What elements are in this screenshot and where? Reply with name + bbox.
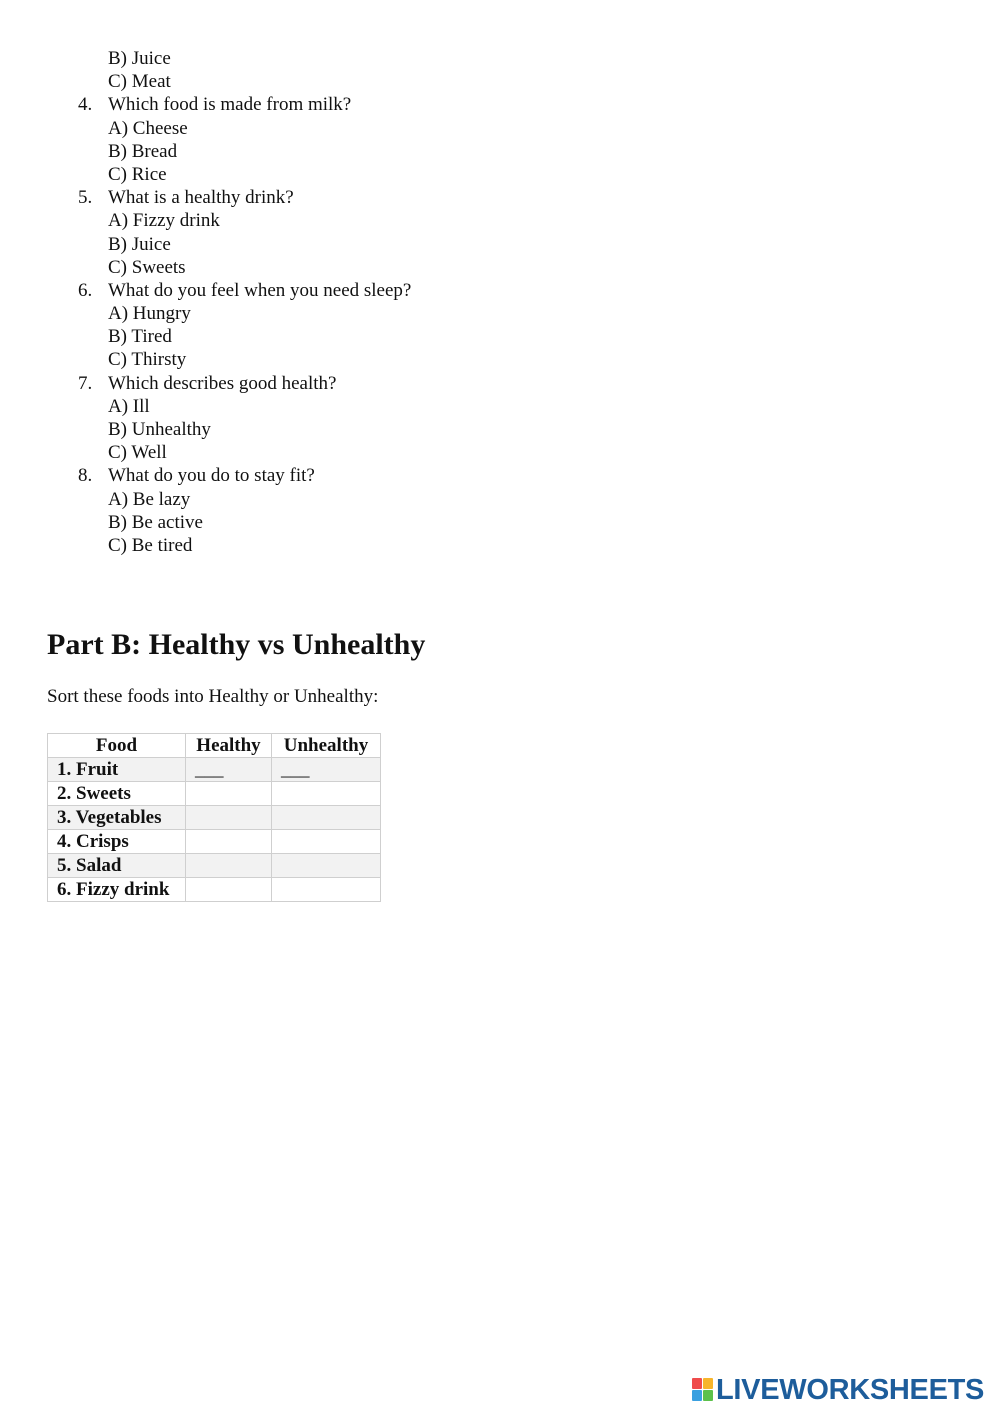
answer-option-text: B) Juice xyxy=(108,48,171,69)
answer-option xyxy=(0,418,700,441)
question xyxy=(0,186,700,209)
food-cell: 6. Fizzy drink xyxy=(48,878,186,902)
answer-option xyxy=(0,511,700,534)
question-number: 4. xyxy=(78,94,93,116)
answer-option-text: A) Be lazy xyxy=(108,488,191,510)
table-row xyxy=(48,806,381,830)
answer-option-text: B) Juice xyxy=(108,233,171,255)
answer-option xyxy=(0,488,700,511)
answer-option xyxy=(0,140,700,163)
answer-option-text: B) Unhealthy xyxy=(108,419,211,440)
liveworksheets-logo xyxy=(692,1374,984,1406)
answer-option-text: C) Be tired xyxy=(108,534,193,556)
answer-option xyxy=(0,325,700,348)
answer-option xyxy=(0,117,700,140)
question xyxy=(0,372,700,395)
answer-option-text: A) Cheese xyxy=(108,117,188,139)
answer-option-text: B) Bread xyxy=(108,140,178,162)
table-row xyxy=(48,758,381,782)
answer-option xyxy=(0,395,700,418)
healthy-answer-cell[interactable] xyxy=(186,878,272,902)
answer-option xyxy=(0,47,700,70)
question-text: What do you do to stay fit? xyxy=(108,465,315,487)
part-b-instruction: Sort these foods into Healthy or Unhealthy: xyxy=(47,686,379,707)
question-text: Which describes good health? xyxy=(108,372,337,394)
food-cell: 4. Crisps xyxy=(48,830,186,854)
question-number: 5. xyxy=(78,187,93,209)
answer-option-text: C) Sweets xyxy=(108,256,186,278)
answer-option xyxy=(0,302,700,325)
question-number: 6. xyxy=(78,279,93,301)
answer-option-text: C) Rice xyxy=(108,163,167,185)
question-text: What is a healthy drink? xyxy=(108,187,294,209)
question-number: 8. xyxy=(78,465,93,487)
healthy-answer-cell[interactable] xyxy=(186,806,272,830)
healthy-answer-cell[interactable]: ___ xyxy=(186,758,272,782)
table-row xyxy=(48,854,381,878)
healthy-answer-cell[interactable] xyxy=(186,782,272,806)
question xyxy=(0,464,700,487)
logo-text: LIVEWORKSHEETS xyxy=(716,1374,985,1406)
part-b-title: Part B: Healthy vs Unhealthy xyxy=(47,628,426,661)
answer-option xyxy=(0,256,700,279)
healthy-answer-cell[interactable] xyxy=(186,854,272,878)
answer-option-text: A) Hungry xyxy=(108,303,191,325)
header-healthy: Healthy xyxy=(186,734,272,758)
unhealthy-answer-cell[interactable] xyxy=(272,782,381,806)
table-row xyxy=(48,878,381,902)
food-cell: 2. Sweets xyxy=(48,782,186,806)
healthy-unhealthy-table xyxy=(47,733,381,902)
answer-option xyxy=(0,534,700,557)
question xyxy=(0,279,700,302)
answer-option-text: C) Well xyxy=(108,442,167,464)
answer-option xyxy=(0,348,700,371)
table-header-row xyxy=(48,734,381,758)
answer-option xyxy=(0,163,700,186)
answer-option-text: B) Be active xyxy=(108,511,203,533)
quiz-questions xyxy=(0,47,700,557)
answer-option-text: A) Ill xyxy=(108,395,150,417)
answer-option-text: A) Fizzy drink xyxy=(108,210,220,232)
question xyxy=(0,93,700,116)
unhealthy-answer-cell[interactable]: ___ xyxy=(272,758,381,782)
food-cell: 5. Salad xyxy=(48,854,186,878)
unhealthy-answer-cell[interactable] xyxy=(272,830,381,854)
healthy-answer-cell[interactable] xyxy=(186,830,272,854)
header-food: Food xyxy=(48,734,186,758)
answer-option xyxy=(0,70,700,93)
answer-option-text: B) Tired xyxy=(108,326,172,348)
answer-option-text: C) Meat xyxy=(108,71,171,93)
food-cell: 3. Vegetables xyxy=(48,806,186,830)
header-unhealthy: Unhealthy xyxy=(272,734,381,758)
answer-option xyxy=(0,209,700,232)
table-row xyxy=(48,782,381,806)
answer-option xyxy=(0,441,700,464)
answer-option xyxy=(0,233,700,256)
food-cell: 1. Fruit xyxy=(48,758,186,782)
answer-option-text: C) Thirsty xyxy=(108,349,187,371)
liveworksheets-logo-icon xyxy=(692,1378,714,1402)
question-number: 7. xyxy=(78,372,93,394)
question-text: What do you feel when you need sleep? xyxy=(108,279,412,301)
question-text: Which food is made from milk? xyxy=(108,94,352,116)
unhealthy-answer-cell[interactable] xyxy=(272,806,381,830)
unhealthy-answer-cell[interactable] xyxy=(272,854,381,878)
table-row xyxy=(48,830,381,854)
unhealthy-answer-cell[interactable] xyxy=(272,878,381,902)
